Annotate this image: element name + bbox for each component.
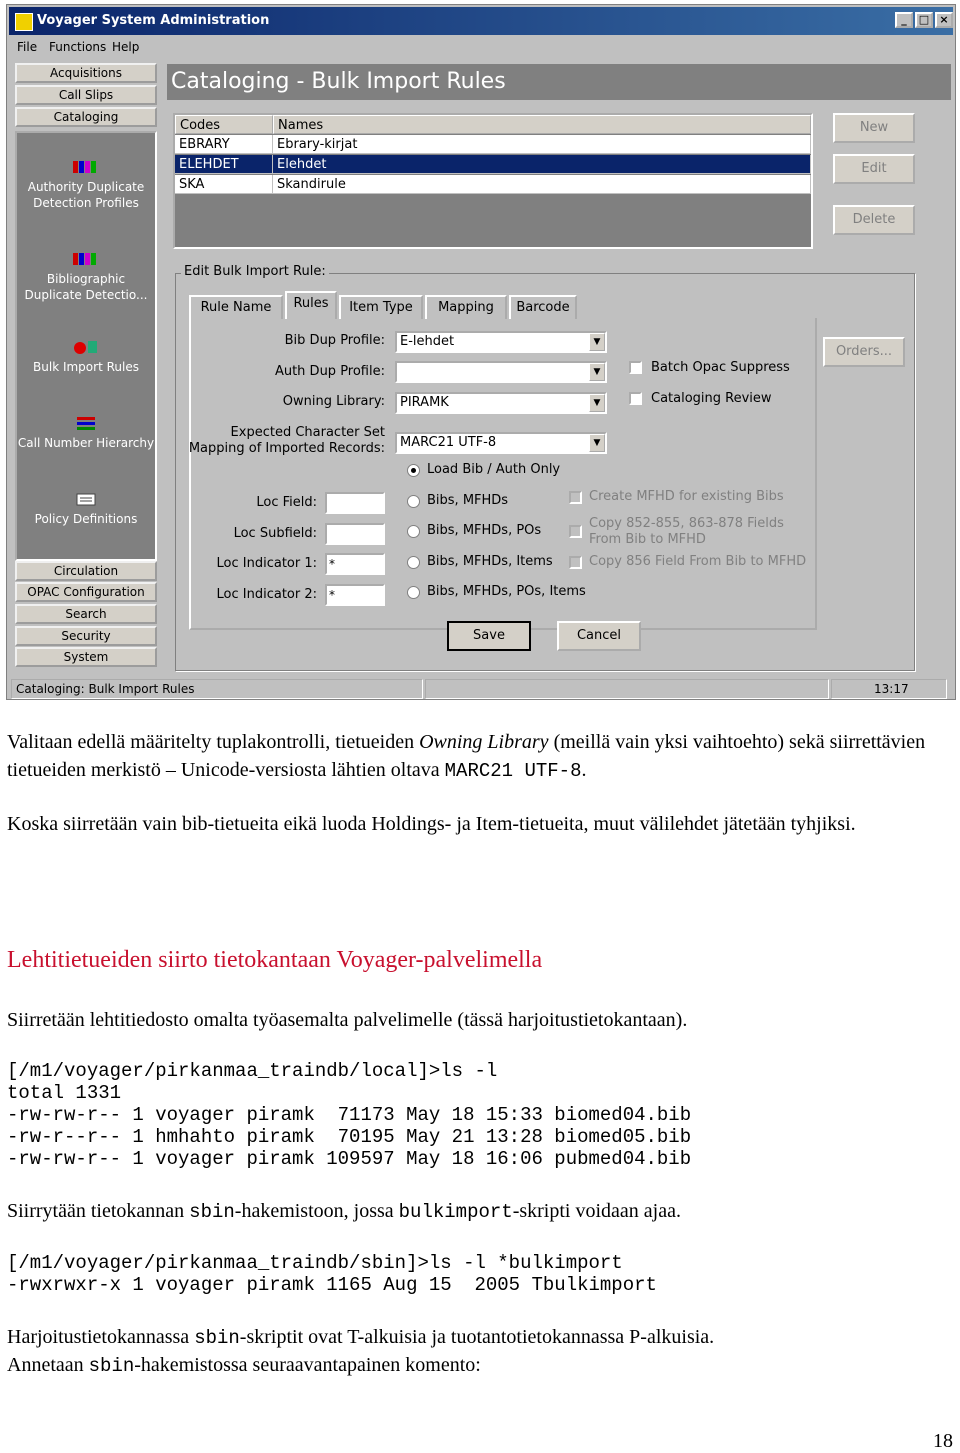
radio-bibs-mfhds-pos-items[interactable] <box>407 586 420 599</box>
batch-opac-label: Batch Opac Suppress <box>651 360 790 375</box>
loc-subfield-input[interactable] <box>325 523 385 545</box>
new-button[interactable]: New <box>833 113 915 143</box>
p1-emphasis: Owning Library <box>419 731 549 753</box>
nav-call-slips[interactable]: Call Slips <box>15 85 157 105</box>
code-line: [/m1/voyager/pirkanmaa_traindb/local]>ls -l <box>7 1060 498 1082</box>
menu-functions[interactable]: Functions <box>49 40 107 54</box>
loc-indicator2-label: Loc Indicator 2: <box>216 587 317 602</box>
p4-text-c: -skripti voidaan ajaa. <box>512 1200 681 1222</box>
menu-file[interactable]: File <box>17 40 38 54</box>
bib-dup-label: Bib Dup Profile: <box>284 333 385 348</box>
dropdown-arrow-icon[interactable]: ▼ <box>589 333 605 351</box>
cataloging-review-checkbox[interactable] <box>629 392 642 405</box>
charset-label-line2: Mapping of Imported Records: <box>188 441 385 456</box>
radio-bibs-mfhds-items-label: Bibs, MFHDs, Items <box>427 554 553 569</box>
code-line: [/m1/voyager/pirkanmaa_traindb/sbin]>ls -l *bulkimport <box>7 1252 623 1274</box>
books-icon <box>71 251 101 267</box>
auth-dup-select[interactable] <box>395 361 607 383</box>
create-mfhd-label: Create MFHD for existing Bibs <box>589 489 784 504</box>
nav-authority-duplicate[interactable] <box>17 159 155 211</box>
radio-load-bib-auth-label: Load Bib / Auth Only <box>427 462 561 477</box>
p5-text-b: -skriptit ovat T-alkuisia ja tuotantotietokannassa P-alkuisia. <box>239 1326 715 1348</box>
dropdown-arrow-icon[interactable]: ▼ <box>589 363 605 381</box>
owning-library-value: PIRAMK <box>400 395 449 410</box>
code-line: -rw-rw-r-- 1 voyager piramk 109597 May 18 16:06 pubmed04.bib <box>7 1148 692 1170</box>
orders-button[interactable]: Orders... <box>823 337 905 367</box>
menu-help[interactable]: Help <box>112 40 140 54</box>
edit-rule-group-label: Edit Bulk Import Rule: <box>181 264 329 279</box>
copy-852-checkbox[interactable] <box>569 525 582 538</box>
p4-code-sbin: sbin <box>189 1201 235 1223</box>
radio-bibs-mfhds-label: Bibs, MFHDs <box>427 493 509 508</box>
owning-library-select[interactable] <box>395 392 607 414</box>
loc-indicator2-input[interactable]: * <box>325 584 385 606</box>
section-heading: Lehtitietueiden siirto tietokantaan Voyager-palvelimella <box>7 947 543 973</box>
copy-856-label: Copy 856 Field From Bib to MFHD <box>589 554 807 569</box>
paragraph-2: Koska siirretään vain bib-tietueita eikä luoda Holdings- ja Item-tietueita, muut välilehdet jätetään tyhjiksi. <box>7 813 856 835</box>
page-number: 18 <box>933 1430 953 1452</box>
app-icon <box>15 13 33 31</box>
loc-field-input[interactable] <box>325 492 385 514</box>
close-button[interactable]: × <box>935 12 953 28</box>
status-time: 13:17 <box>831 679 947 699</box>
nav-search[interactable]: Search <box>15 604 157 624</box>
rules-grid <box>173 113 813 249</box>
p4-text-b: -hakemistoon, jossa <box>234 1200 399 1222</box>
p4-code-bulkimport: bulkimport <box>398 1201 513 1223</box>
policy-icon <box>71 491 101 507</box>
charset-label-line1: Expected Character Set <box>230 425 385 440</box>
column-header-codes[interactable]: Codes <box>175 115 273 134</box>
tab-rules[interactable]: Rules <box>285 291 337 319</box>
loc-field-label: Loc Field: <box>256 495 317 510</box>
tab-rule-name[interactable]: Rule Name <box>189 295 283 319</box>
loc-indicator1-input[interactable]: * <box>325 553 385 575</box>
nav-call-number-hierarchy[interactable] <box>17 415 155 451</box>
code-block-ls <box>7 1060 691 1170</box>
nav-acquisitions[interactable]: Acquisitions <box>15 63 157 83</box>
code-line: -rwxrwxr-x 1 voyager piramk 1165 Aug 15 2005 Tbulkimport <box>7 1274 657 1296</box>
nav-system[interactable]: System <box>15 647 157 667</box>
tab-mapping[interactable]: Mapping <box>425 295 507 319</box>
p6-text-b: -hakemistossa seuraavantapainen komento: <box>134 1354 481 1376</box>
edit-button[interactable]: Edit <box>833 154 915 184</box>
p1-text-a: Valitaan edellä määritelty tuplakontrolli, tietueiden <box>7 731 420 753</box>
auth-dup-label: Auth Dup Profile: <box>274 364 385 379</box>
code-line: -rw-r--r-- 1 hmhahto piramk 70195 May 21 13:28 biomed05.bib <box>7 1126 692 1148</box>
radio-bibs-mfhds-pos-label: Bibs, MFHDs, POs <box>427 523 542 538</box>
p1-text-b: (meillä vain yksi vaihtoehto) sekä siirrettävien tietueiden merkistö – Unicode-versiosta lähtien oltava <box>7 731 926 781</box>
paragraph-1 <box>7 729 947 785</box>
save-button[interactable]: Save <box>447 621 531 651</box>
nav-bulk-import-label: Bulk Import Rules <box>33 360 139 374</box>
paragraph-3: Siirretään lehtitiedosto omalta työasemalta palvelimelle (tässä harjoitustietokantaan). <box>7 1009 688 1031</box>
create-mfhd-checkbox[interactable] <box>569 491 582 504</box>
minimize-button[interactable]: _ <box>895 12 913 28</box>
cataloging-review-label: Cataloging Review <box>651 391 772 406</box>
row-name-selected[interactable]: Elehdet <box>273 155 811 174</box>
bib-dup-value: E-lehdet <box>400 334 455 349</box>
nav-opac-configuration[interactable]: OPAC Configuration <box>15 582 157 602</box>
cancel-button[interactable]: Cancel <box>557 621 641 651</box>
nav-security[interactable]: Security <box>15 626 157 646</box>
p6-code: sbin <box>88 1355 135 1377</box>
tab-barcode[interactable]: Barcode <box>509 295 577 319</box>
radio-bibs-mfhds-pos[interactable] <box>407 525 420 538</box>
page-title: Cataloging - Bulk Import Rules <box>167 64 951 100</box>
delete-button[interactable]: Delete <box>833 205 915 235</box>
bulk-import-icon <box>71 339 101 355</box>
p6-text-a: Annetaan <box>7 1354 89 1376</box>
nav-policy-label: Policy Definitions <box>34 512 138 526</box>
cataloging-nav-panel <box>15 131 157 561</box>
hierarchy-icon <box>71 415 101 431</box>
books-icon <box>71 159 101 175</box>
code-line: -rw-rw-r-- 1 voyager piramk 71173 May 18 15:33 biomed04.bib <box>7 1104 692 1126</box>
p4-text-a: Siirrytään tietokannan <box>7 1200 190 1222</box>
bib-dup-select[interactable] <box>395 331 607 353</box>
batch-opac-checkbox[interactable] <box>629 361 642 374</box>
nav-bibliographic-duplicate[interactable] <box>17 251 155 303</box>
window-title: Voyager System Administration <box>37 13 270 28</box>
row-name[interactable]: Ebrary-kirjat <box>273 135 811 154</box>
maximize-button[interactable]: □ <box>915 12 933 28</box>
charset-select[interactable] <box>395 432 607 454</box>
row-code[interactable]: EBRARY <box>175 135 273 154</box>
copy-852-label-line1: Copy 852-855, 863-878 Fields <box>589 516 784 531</box>
status-middle <box>425 679 829 699</box>
p5-code: sbin <box>194 1327 240 1349</box>
radio-load-bib-auth[interactable] <box>407 464 420 477</box>
loc-indicator1-label: Loc Indicator 1: <box>216 556 317 571</box>
dropdown-arrow-icon[interactable]: ▼ <box>589 394 605 412</box>
p1-code: MARC21 UTF-8 <box>444 759 582 782</box>
menu-bar <box>9 36 953 58</box>
nav-call-number-label: Call Number Hierarchy <box>17 436 155 450</box>
radio-bibs-mfhds-items[interactable] <box>407 556 420 569</box>
charset-value: MARC21 UTF-8 <box>400 435 497 450</box>
p1-text-c: . <box>581 758 587 781</box>
nav-bulk-import-rules[interactable] <box>17 339 155 375</box>
row-code-selected[interactable]: ELEHDET <box>175 155 273 174</box>
p5-text-a: Harjoitustietokannassa <box>7 1326 195 1348</box>
radio-bibs-mfhds-pos-items-label: Bibs, MFHDs, POs, Items <box>427 584 586 599</box>
nav-authority-duplicate-label: Authority Duplicate Detection Profiles <box>27 180 145 210</box>
tab-item-type[interactable]: Item Type <box>339 295 423 319</box>
app-window <box>6 4 956 700</box>
row-name[interactable]: Skandirule <box>273 175 811 194</box>
status-left: Cataloging: Bulk Import Rules <box>11 679 423 699</box>
nav-policy-definitions[interactable] <box>17 491 155 527</box>
title-bar <box>9 7 953 35</box>
nav-circulation[interactable]: Circulation <box>15 561 157 581</box>
loc-subfield-label: Loc Subfield: <box>233 526 317 541</box>
code-block-bulkimport <box>7 1252 657 1296</box>
copy-852-label-line2: From Bib to MFHD <box>589 532 706 547</box>
dropdown-arrow-icon[interactable]: ▼ <box>589 434 605 452</box>
owning-library-label: Owning Library: <box>282 394 385 409</box>
column-header-names[interactable]: Names <box>273 115 811 134</box>
paragraph-4 <box>7 1198 947 1227</box>
row-code[interactable]: SKA <box>175 175 273 194</box>
radio-bibs-mfhds[interactable] <box>407 495 420 508</box>
paragraph-6 <box>7 1352 947 1381</box>
nav-bibliographic-duplicate-label: Bibliographic Duplicate Detectio... <box>24 272 148 302</box>
code-line: total 1331 <box>7 1082 122 1104</box>
copy-856-checkbox[interactable] <box>569 556 582 569</box>
paragraph-5 <box>7 1324 947 1353</box>
nav-cataloging[interactable]: Cataloging <box>15 107 157 127</box>
